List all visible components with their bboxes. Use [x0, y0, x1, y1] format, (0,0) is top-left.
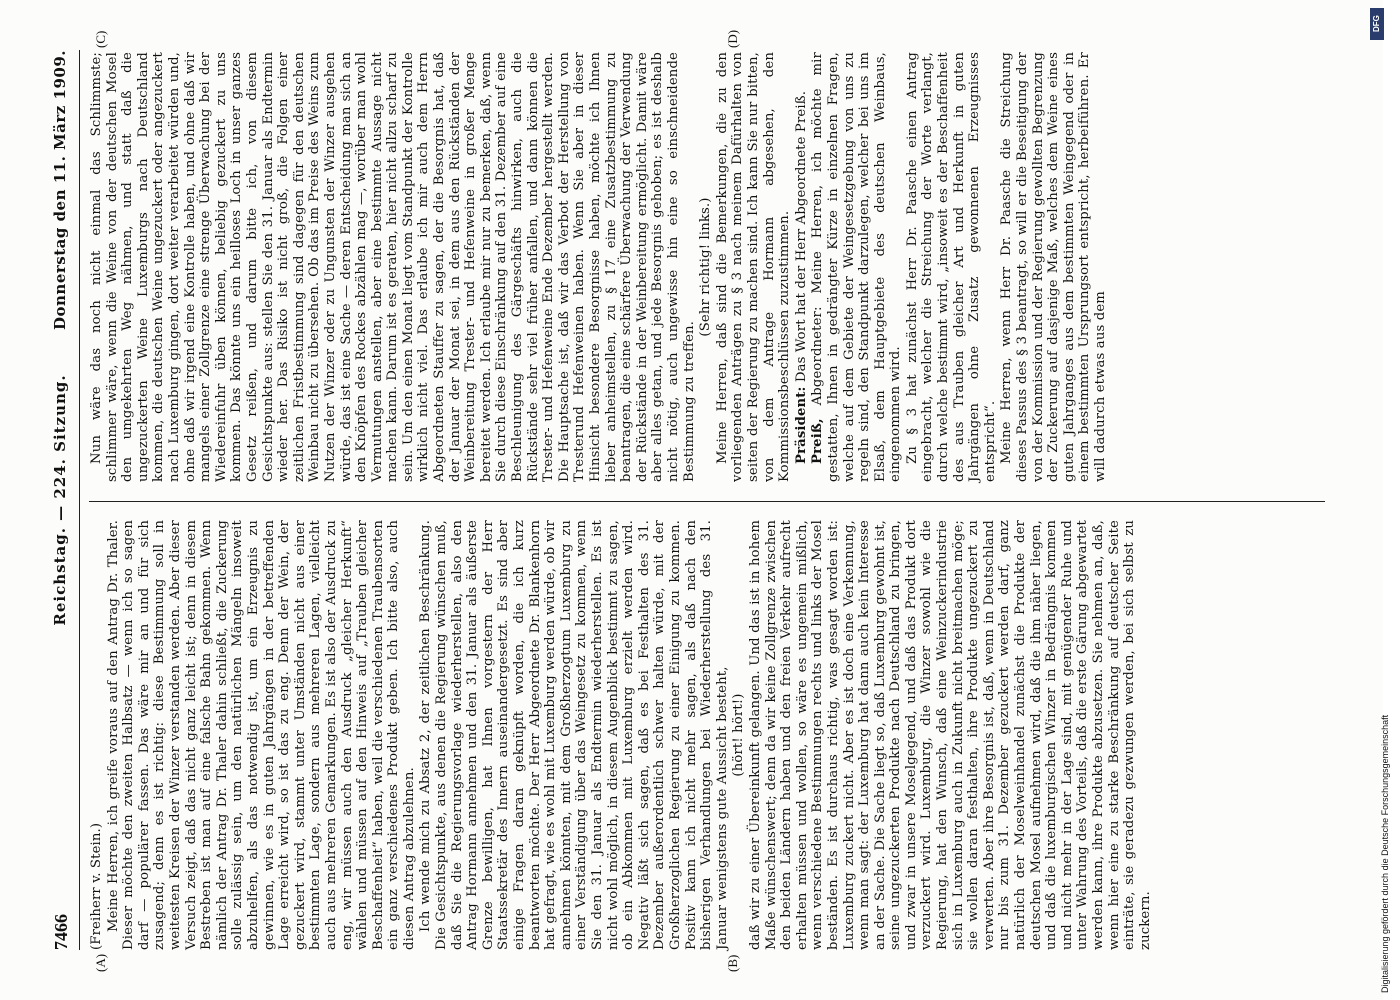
paragraph: Ich wende mich zu Absatz 2, der zeitlichen Beschränkung. Die Gesichtspunkte, aus denen die Regierung wünschen muß, daß Sie die Regierungsvorlage wiederherstellen, also den Antrag Hormann annehmen und den 31. Januar als äußerste Grenze bewilligen, hat Ihnen vorgestern der Herr Staatssekretär des Innern auseinandergesetzt. Es sind aber einige Fragen daran geknüpft worden, die ich kurz beantworten möchte. Der Herr Abgeordnete Dr. Blankenhorn hat gefragt, wie es wohl mit Luxemburg werden würde, ob wir annehmen könnten, mit dem Großherzogtum Luxemburg zu einer Verständigung über das Weingesetz zu kommen, wenn Sie den 31. Januar als Endtermin wiederherstellen. Es ist nicht wohl möglich, in diesem Augenblick bestimmt zu sagen, ob ein Abkommen mit Luxemburg erzielt werden wird. Negativ läßt sich sagen, daß es bei Festhalten des 31. Dezember außerordentlich schwer halten würde, mit der Großherzoglichen Regierung zu einer Einigung zu kommen. Positiv kann ich nicht mehr sagen, als daß nach den bisherigen Verhandlungen bei Wiederherstellung des 31. Januar wenigstens gute Aussicht besteht,	[418, 520, 730, 950]
paragraph: Meine Herren, daß sind die Bemerkungen, die zu den vorliegenden Anträgen zu § 3 nach meinem Dafürhalten von seiten der Regierung zu machen sind. Ich kann Sie nur bitten, von dem Antrage Hormann abgesehen, den Kommissionsbeschlüssen zuzustimmen.	[714, 52, 793, 482]
paragraph: Nun wäre das noch nicht einmal das Schlimmste; schlimmer wäre, wenn die Weine von der deutschen Mosel den umgekehrten Weg nähmen, und statt daß die ungezuckerten Weine Luxemburgs nach Deutschland kommen, die deutschen Weine ungezuckert oder angezuckert nach Luxemburg gingen, dort weiter verarbeitet würden und, ohne daß wir irgend eine Kontrolle haben, und ohne daß wir mangels einer Zollgrenze eine strenge Überwachung bei der Wiedereinfuhr üben können, beliebig gezuckert zu uns kommen. Das könnte uns ein heilloses Loch in unser ganzes Gesetz reißen, und darum bitte ich, von diesem Gesichtspunkte aus: stellen Sie den 31. Januar als Endtermin wieder her. Das Risiko ist nicht groß, die Folgen einer zeitlichen Fristbestimmung sind dagegen für den deutschen Weinbau nicht zu übersehen. Ob das im Preise des Weins zum Nutzen der Winzer oder zu Ungunsten der Winzer ausgehen würde, das ist eine Sache — deren Entscheidung man sich an den Knöpfen des Rockes abzählen mag —, worüber man wohl Vermutungen anstellen, aber eine bestimmte Aussage nicht machen kann. Darum ist es geraten, hier nicht allzu scharf zu sein. Um den einen Monat liegt vom Standpunkt der Kontrolle wirklich nicht viel. Das erlaube ich mir auch dem Herrn Abgeordneten Stauffer zu sagen, der die Besorgnis hat, daß der Januar der Monat sei, in dem aus den Rückständen der Weinbereitung Trester- und Hefenweine in großer Menge bereitet werden. Ich erlaube mir nur zu bemerken, daß, wenn Sie durch diese Einschränkung auf den 31. Dezember auf eine Beschleunigung des Gärgeschäfts hinwirken, auch die Rückstände sehr viel früher anfallen, und dann können die Trester- und Hefenweine Ende Dezember hergestellt werden. Die Hauptsache ist, daß wir das Verbot der Herstellung von Tresterund Hefenweinen haben. Wenn Sie aber in dieser Hinsicht besondere Besorgnisse haben, möchte ich Ihnen lieber anheimstellen, zu § 17 eine Zusatzbestimmung zu beantragen, die eine schärfere Überwachung der Verwendung der Rückstände in der Weinbereitung ermöglicht. Damit wäre aber alles getan, und jede Besorgnis gehoben; es ist deshalb nicht nötig, auch ungewisse hin eine so einschneidende Bestimmung zu treffen.	[89, 52, 697, 482]
preiss-label: Preiß,	[810, 418, 826, 464]
page-number: 7466	[51, 914, 71, 950]
right-column	[89, 52, 1325, 482]
interjection: (Sehr richtig! links.)	[698, 197, 714, 337]
margin-mark-d: (D)	[725, 29, 740, 48]
header-rule	[79, 50, 80, 950]
column-divider	[89, 501, 1325, 502]
preiss-text: Abgeordneter: Meine Herren, ich möchte mir gestatten, Ihnen in gedrängter Kürze in einzelnen Fragen, welche auf dem Gebiete der Weingesetzgebung von uns zu regeln sind, den Standpunkt darzulegen, welcher bei uns im Elsaß, dem Hauptgebiete des deutschen Weinbaus, eingenommen wird.	[810, 52, 904, 482]
president-label: Präsident:	[793, 386, 809, 464]
speaker-line: (Freiherr v. Stein.)	[89, 822, 104, 950]
paragraph: Meine Herren, ich greife voraus auf den Antrag Dr. Thaler. Dieser möchte den zweiten Halbsatz — wenn ich so sagen darf — populärer fassen. Das wäre mir an und für sich zusagend; denn es ist richtig: diese Bestimmung soll in weitesten Kreisen der Winzer verstanden werden. Aber dieser Versuch zeigt, daß das nicht ganz leicht ist; denn in diesem Bestreben ist man auf eine falsche Bahn gekommen. Wenn nämlich der Antrag Dr. Thaler dahin schließt, die Zuckerung solle zulässig sein, um den natürlichen Mängeln insoweit abzuhelfen, als das notwendig ist, um ein Erzeugnis zu gewinnen, wie es in guten Jahrgängen in der betreffenden Lage erreicht wird, so ist das zu eng. Denn der Wein, der gezuckert wird, stammt unter Umständen nicht aus einer bestimmten Lage, sondern aus mehreren Lagen, vielleicht auch aus mehreren Gemarkungen. Es ist also der Ausdruck zu eng, wir müssen auch den Ausdruck „gleicher Herkunft“ wählen und müssen auf den Hinweis auf „Trauben gleicher Beschaffenheit“ haben, weil die verschiedenen Traubensorten ein ganz verschiedenes Produkt geben. Ich bitte also, auch diesen Antrag abzulehnen.	[105, 520, 417, 950]
session-date: Donnerstag den 11. März 1909.	[51, 50, 69, 330]
paragraph: Meine Herren, wenn Herr Dr. Paasche die Streichung dieses Passus des § 3 beantragt, so will er die Beseitigung der von der Kommission und der Regierung gewollten Begrenzung der Zuckerung auf dasjenige Maß, welches dem Weine eines guten Jahrganges aus dem bestimmten Weingegend oder in einem bestimmten Ursprungsort entspricht, herbeiführen. Er will dadurch etwas aus dem	[999, 52, 1108, 482]
president-text: Das Wort hat der Herr Abgeordnete Preiß.	[793, 90, 809, 383]
side-credit-text: Digitalisierung gefördert durch die Deutsche Forschungsgemeinschaft	[1380, 714, 1390, 993]
interjection: (hört! hört!)	[731, 693, 747, 777]
president-statement	[794, 52, 810, 482]
margin-mark-c: (C)	[93, 30, 108, 48]
preiss-statement	[810, 52, 904, 482]
page-header	[45, 50, 79, 950]
rotated-page	[45, 29, 1325, 972]
dfg-logo: DFG	[1370, 8, 1384, 40]
left-column	[89, 520, 1325, 950]
paragraph: daß wir zu einer Übereinkunft gelangen. Und das ist in hohem Maße wünschenswert; denn da wir keine Zollgrenze zwischen den beiden Ländern haben und den freien Verkehr aufrecht erhalten müssen und wollen, so wäre es ungemein mißlich, wenn verschiedene Bestimmungen rechts und links der Mosel beständen. Es ist durchaus richtig, was gesagt worden ist: Luxemburg zuckert nicht. Aber es ist doch eine Verkennung, wenn man sagt: der Luxemburg hat dann auch kein Interesse an der Sache. Die Sache liegt so, daß Luxemburg gewohnt ist, seine ungezuckerten Produkte nach Deutschland zu bringen, und zwar in unsere Moselgegend, und daß das Produkt dort verzuckert wird. Luxemburg, die Winzer sowohl wie die Regierung, hat den Wunsch, daß eine Weinzuckerindustrie sich in Luxemburg auch in Zukunft nicht breitmachen möge; sie wollen daran festhalten, ihre Produkte ungezuckert zu verwerten. Aber ihre Besorgnis ist, daß, wenn in Deutschland nur bis zum 31. Dezember gezuckert werden darf, ganz natürlich der Moselweinhandel zunächst die Produkte der deutschen Mosel aufnehmen wird, daß die ihm näher liegen, und daß die luxemburgischen Winzer in Bedrängnis kommen und nicht mehr in der Lage sind, mit genügender Ruhe und unter Wahrung des Vorteils, daß die erste Gärung abgewartet werden kann, ihre Produkte abzusetzen. Sie nehmen an, daß, wenn hier eine zu starke Beschränkung auf deutscher Seite einträte, sie geradezu gezwungen werden, bei sich selbst zu zuckern.	[747, 520, 1153, 950]
margin-mark-b: (B)	[725, 954, 740, 972]
session-title: Reichstag. — 224. Sitzung.	[51, 374, 69, 626]
paragraph: Zu § 3 hat zunächst Herr Dr. Paasche einen Antrag eingebracht, welcher die Streichung der Worte verlangt, durch welche bestimmt wird, „insoweit es der Beschaffenheit des aus Trauben gleicher Art und Herkunft in guten Jahrgängen ohne Zusatz gewonnenen Erzeugnisses entspricht“.	[904, 52, 998, 482]
margin-mark-a: (A)	[93, 953, 108, 972]
side-credit	[1370, 8, 1400, 998]
